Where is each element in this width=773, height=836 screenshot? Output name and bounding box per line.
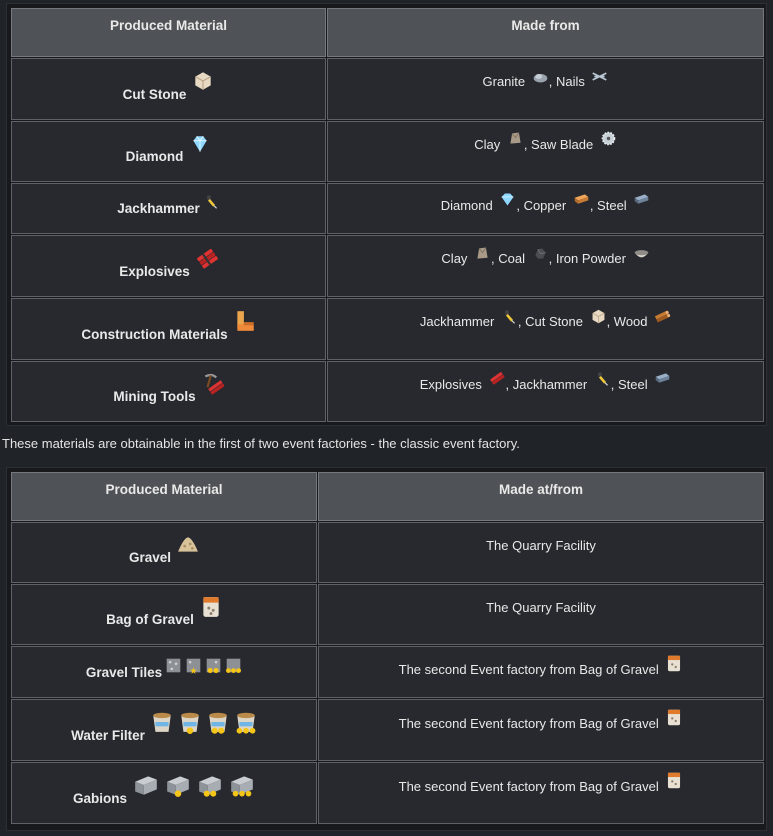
ingredient-label: , Steel xyxy=(589,197,631,213)
material-cell-gravel xyxy=(11,522,317,583)
gravel-tile-1-star-icon xyxy=(185,657,202,674)
diamond-icon xyxy=(189,132,211,156)
construction-materials-icon xyxy=(234,309,256,333)
steel-icon xyxy=(633,191,650,208)
explosives-icon xyxy=(489,370,506,387)
cut-stone-icon xyxy=(590,308,607,325)
source-cell-gabions xyxy=(318,762,764,824)
material-cell-mining-tools xyxy=(11,361,326,422)
material-cell-gabions xyxy=(11,762,317,824)
material-label: Mining Tools xyxy=(113,389,196,404)
recipe-cell-cut-stone xyxy=(327,58,764,120)
mining-tools-icon xyxy=(202,372,224,396)
source-label: The second Event factory from Bag of Gravel xyxy=(398,661,663,677)
materials-table-gravel xyxy=(6,467,767,831)
gravel-tile-2-star-icon xyxy=(205,657,222,674)
ingredient-label: Diamond xyxy=(440,197,497,213)
gabion-icon xyxy=(133,773,159,797)
gabion-3-star-icon xyxy=(229,773,255,797)
water-filter-3-star-icon xyxy=(235,710,257,734)
table-note: These materials are obtainable in the first of two event factories - the classic event factory. xyxy=(2,436,520,451)
source-label: The second Event factory from Bag of Gravel xyxy=(398,715,663,731)
ingredient-label: Jackhammer xyxy=(419,314,498,330)
source-cell-bag-of-gravel xyxy=(318,584,764,645)
iron-powder-icon xyxy=(633,245,650,262)
material-label: Gravel xyxy=(128,550,172,565)
materials-table-classic xyxy=(6,3,767,426)
steel-icon xyxy=(654,370,671,387)
explosives-icon xyxy=(196,246,218,270)
copper-icon xyxy=(573,191,590,208)
ingredient-label: Explosives xyxy=(419,376,486,392)
ingredient-label: , Nails xyxy=(548,74,589,90)
gabion-2-star-icon xyxy=(197,773,223,797)
recipe-cell-construction-materials xyxy=(327,298,764,360)
recipe-cell-jackhammer xyxy=(327,183,764,234)
gravel-tile-icon xyxy=(165,657,182,674)
jackhammer-icon xyxy=(501,308,518,325)
material-cell-bag-of-gravel xyxy=(11,584,317,645)
ingredient-label: Granite xyxy=(482,74,529,90)
column-header-made-from: Made from xyxy=(327,8,764,57)
ingredient-label: , Jackhammer xyxy=(505,376,591,392)
jackhammer-icon xyxy=(203,193,220,210)
granite-icon xyxy=(532,68,549,85)
bag-of-gravel-icon xyxy=(665,708,683,727)
gabion-1-star-icon xyxy=(165,773,191,797)
material-cell-cut-stone xyxy=(11,58,326,120)
ingredient-label: , Coal xyxy=(491,251,529,267)
material-cell-explosives xyxy=(11,235,326,297)
gravel-icon xyxy=(177,533,199,557)
recipe-cell-explosives xyxy=(327,235,764,297)
material-cell-water-filter xyxy=(11,699,317,761)
material-label: Gabions xyxy=(72,790,127,806)
recipe-cell-diamond xyxy=(327,121,764,182)
gravel-tile-3-star-icon xyxy=(225,657,242,674)
material-cell-construction-materials xyxy=(11,298,326,360)
column-header-produced-material: Produced Material xyxy=(11,472,317,521)
material-cell-jackhammer xyxy=(11,183,326,234)
bag-of-gravel-icon xyxy=(665,771,683,790)
column-header-made-at-from: Made at/from xyxy=(318,472,764,521)
material-cell-diamond xyxy=(11,121,326,182)
bag-of-gravel-icon xyxy=(200,595,222,619)
material-label: Cut Stone xyxy=(122,86,187,102)
material-label: Bag of Gravel xyxy=(106,612,194,627)
ingredient-label: , Saw Blade xyxy=(523,136,597,152)
bag-of-gravel-icon xyxy=(665,654,683,673)
ingredient-label: , Cut Stone xyxy=(517,314,587,330)
diamond-icon xyxy=(499,191,516,208)
saw-blade-icon xyxy=(600,130,617,147)
recipe-cell-mining-tools xyxy=(327,361,764,422)
ingredient-label: , Wood xyxy=(606,314,652,330)
source-label: The Quarry Facility xyxy=(486,600,596,615)
clay-icon xyxy=(507,130,524,147)
clay-icon xyxy=(474,245,491,262)
source-label: The Quarry Facility xyxy=(486,538,596,553)
source-cell-water-filter xyxy=(318,699,764,761)
material-label: Jackhammer xyxy=(117,201,200,216)
material-label: Gravel Tiles xyxy=(85,664,163,680)
material-cell-gravel-tiles xyxy=(11,646,317,698)
source-cell-gravel xyxy=(318,522,764,583)
source-cell-gravel-tiles xyxy=(318,646,764,698)
nails-icon xyxy=(591,68,608,85)
water-filter-2-star-icon xyxy=(207,710,229,734)
material-label: Explosives xyxy=(119,263,190,279)
water-filter-1-star-icon xyxy=(179,710,201,734)
ingredient-label: , Copper xyxy=(516,197,570,213)
material-label: Diamond xyxy=(125,149,184,164)
coal-icon xyxy=(532,245,549,262)
ingredient-label: , Iron Powder xyxy=(548,251,630,267)
wood-icon xyxy=(654,308,671,325)
water-filter-icon xyxy=(151,710,173,734)
source-label: The second Event factory from Bag of Gravel xyxy=(398,778,663,794)
material-label: Construction Materials xyxy=(81,326,228,342)
ingredient-label: Clay xyxy=(474,136,504,152)
material-label: Water Filter xyxy=(71,727,145,743)
ingredient-label: , Steel xyxy=(610,376,652,392)
jackhammer-icon xyxy=(594,370,611,387)
column-header-produced-material: Produced Material xyxy=(11,8,326,57)
cut-stone-icon xyxy=(192,69,214,93)
ingredient-label: Clay xyxy=(441,251,472,267)
